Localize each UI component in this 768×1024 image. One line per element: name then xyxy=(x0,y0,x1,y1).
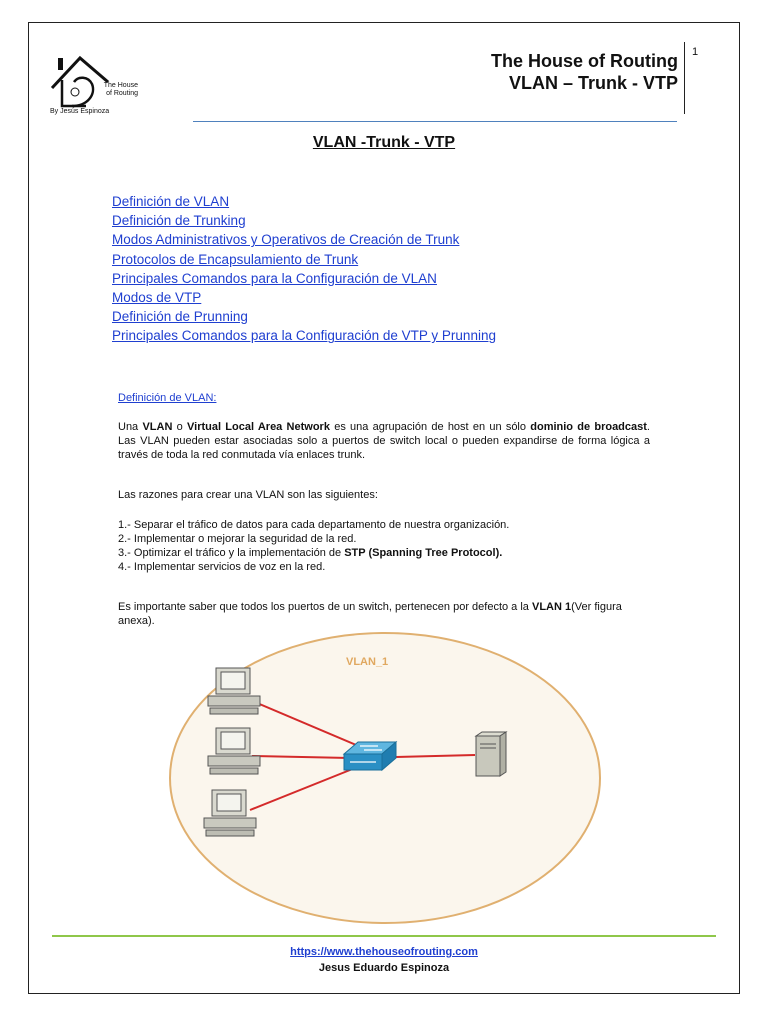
list-item: 4.- Implementar servicios de voz en la red. xyxy=(118,561,326,573)
table-of-contents xyxy=(112,192,496,346)
server-icon xyxy=(476,732,506,776)
logo-line1: The House xyxy=(103,82,138,89)
header-rule xyxy=(193,121,677,122)
bold-term-stp: STP (Spanning Tree Protocol). xyxy=(344,547,503,559)
footer-rule xyxy=(52,935,716,937)
header-title-line1: The House of Routing xyxy=(491,51,678,71)
header-title xyxy=(491,50,678,94)
text-run: Una xyxy=(118,421,143,433)
page-number: 1 xyxy=(692,46,699,58)
footer-author: Jesus Eduardo Espinoza xyxy=(318,962,450,974)
paragraph-reasons-intro: Las razones para crear una VLAN son las siguientes: xyxy=(118,489,378,501)
text-run: es una agrupación de host en un sólo xyxy=(329,421,531,433)
list-item xyxy=(118,546,650,560)
bold-term-vlan: VLAN xyxy=(142,421,173,433)
reasons-list xyxy=(118,518,650,574)
list-item: 1.- Separar el tráfico de datos para cada departamento de nuestra organización. xyxy=(118,519,510,531)
list-item: 2.- Implementar o mejorar la seguridad de la red. xyxy=(118,533,357,545)
toc-link-comandos-vtp-prunning[interactable]: Principales Comandos para la Configuración de VTP y Prunning xyxy=(112,328,496,344)
footer-website-link[interactable]: https://www.thehouseofrouting.com xyxy=(290,946,478,958)
toc-link-modos-trunk[interactable]: Modos Administrativos y Operativos de Creación de Trunk xyxy=(112,232,460,248)
bold-term-virtual-lan: Virtual Local Area Network xyxy=(187,421,330,433)
logo-byline: By Jesús Espinoza xyxy=(50,108,110,115)
header-divider xyxy=(684,42,685,114)
section-heading-vlan[interactable]: Definición de VLAN: xyxy=(118,392,217,404)
toc-link-definicion-prunning[interactable]: Definición de Prunning xyxy=(112,309,248,325)
text-run: . Las VLAN pueden estar asociadas solo a puertos de switch local o pueden expandirse de forma lógica a través de toda la red conmutada vía enlaces trunk. xyxy=(118,421,650,461)
toc-link-protocolos-encapsulamiento[interactable]: Protocolos de Encapsulamiento de Trunk xyxy=(112,251,359,267)
bold-term-broadcast: dominio de broadcast xyxy=(530,421,647,433)
document-title: VLAN -Trunk - VTP xyxy=(312,134,456,151)
logo-line2: of Routing xyxy=(106,90,138,97)
vlan-network-diagram xyxy=(160,628,610,928)
bold-term-vlan1: VLAN 1 xyxy=(531,601,572,613)
text-run: o xyxy=(172,421,187,433)
paragraph-vlan-definition xyxy=(118,420,650,462)
text-run: Es importante saber que todos los puertos de un switch, pertenecen por defecto a la xyxy=(118,601,532,613)
toc-link-definicion-vlan[interactable]: Definición de VLAN xyxy=(112,194,230,209)
toc-link-modos-vtp[interactable]: Modos de VTP xyxy=(112,290,202,306)
text-run: 3.- Optimizar el tráfico y la implementación de xyxy=(118,547,345,559)
text-run: (Ver figura anexa). xyxy=(118,601,622,627)
logo-text xyxy=(68,82,138,98)
toc-link-definicion-trunking[interactable]: Definición de Trunking xyxy=(112,213,246,229)
toc-link-comandos-vlan[interactable]: Principales Comandos para la Configuración de VLAN xyxy=(112,270,437,286)
vlan-label: VLAN_1 xyxy=(346,656,389,668)
paragraph-default-vlan xyxy=(118,600,650,628)
header-title-line2: VLAN – Trunk - VTP xyxy=(508,73,678,93)
